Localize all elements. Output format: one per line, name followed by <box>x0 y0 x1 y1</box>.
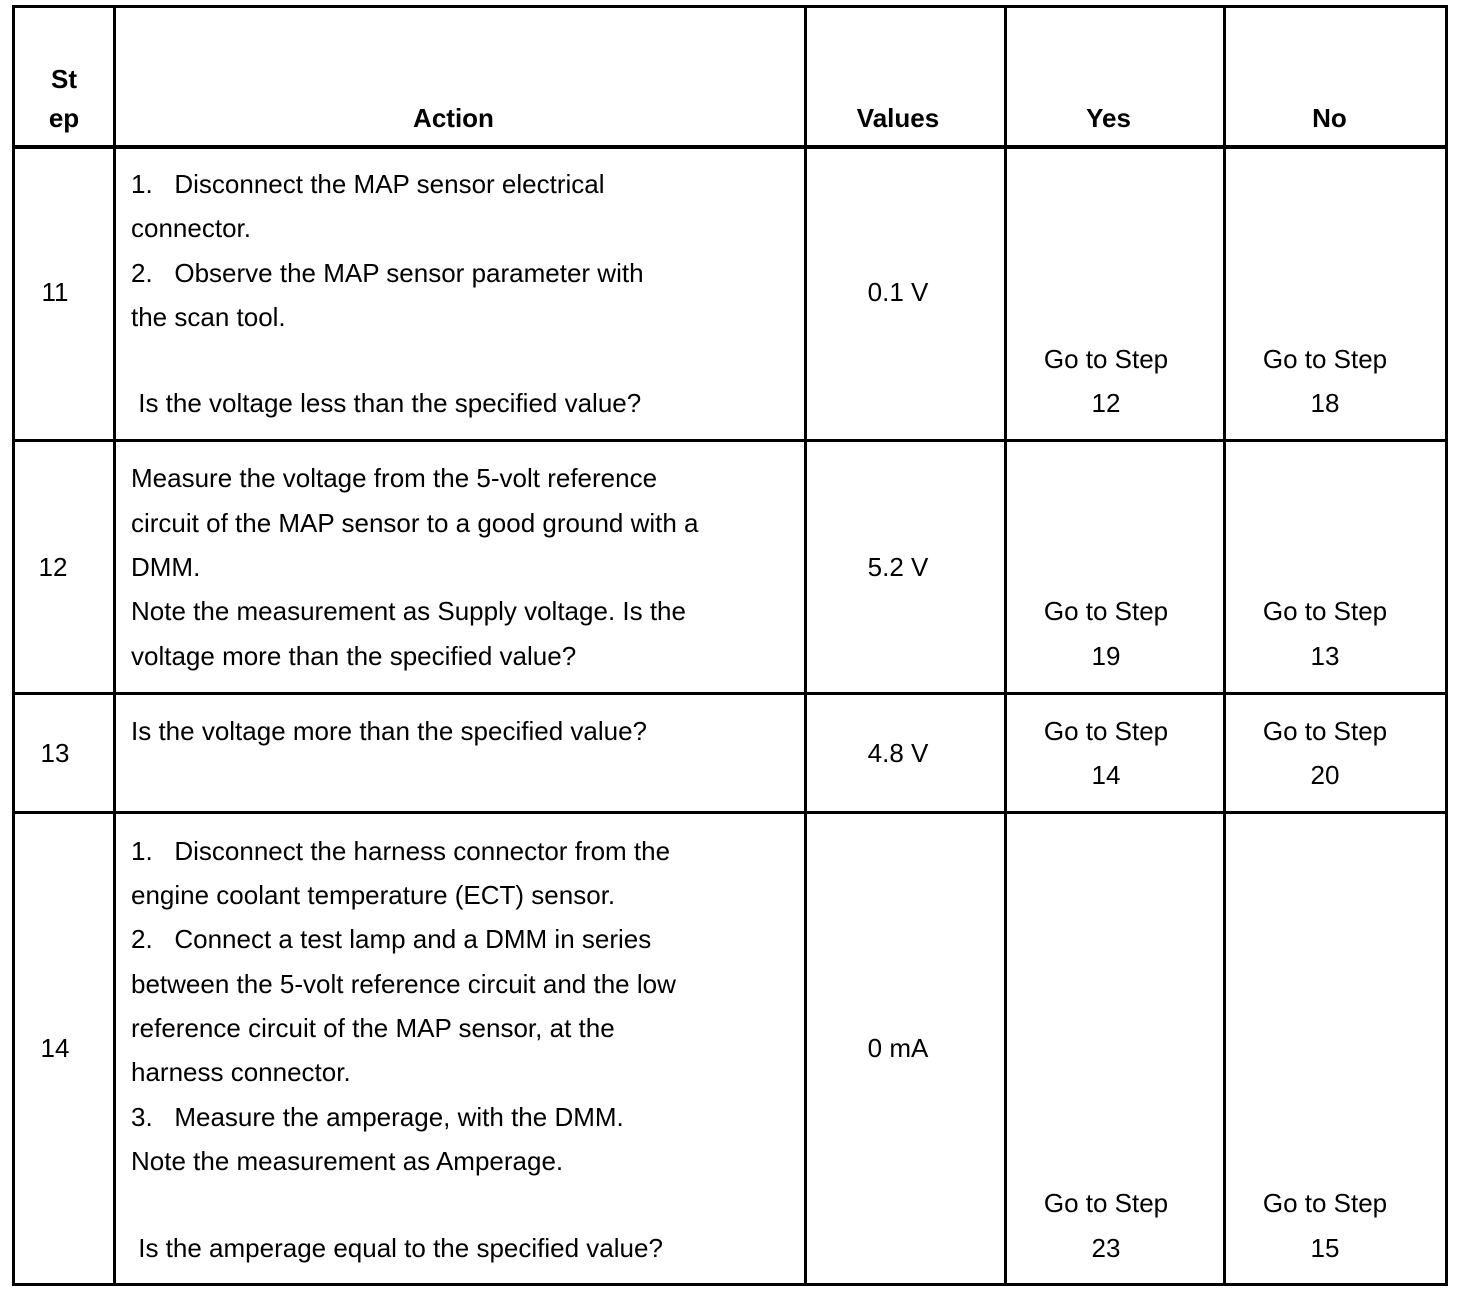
column-divider <box>804 5 807 1286</box>
header-yes: Yes <box>1086 103 1131 133</box>
action-line: Is the voltage less than the specified value? <box>131 388 642 418</box>
no-label: Go to Step <box>1262 1188 1388 1218</box>
action-line: 2. Observe the MAP sensor parameter with <box>131 258 644 288</box>
no-step-link[interactable]: 20 <box>1310 760 1340 790</box>
action-line: Measure the voltage from the 5-volt reference <box>131 463 658 493</box>
header-no: No <box>1312 103 1347 133</box>
spec-value: 0 mA <box>867 1033 929 1063</box>
yes-label: Go to Step <box>1043 1188 1169 1218</box>
action-line: 1. Disconnect the MAP sensor electrical <box>131 169 605 199</box>
table-border-top <box>12 5 1448 8</box>
action-line: connector. <box>131 213 251 243</box>
row-divider <box>12 811 1448 814</box>
header-step-line1: St <box>51 64 77 94</box>
yes-step-link[interactable]: 12 <box>1091 388 1121 418</box>
no-label: Go to Step <box>1262 596 1388 626</box>
spec-value: 5.2 V <box>867 552 929 582</box>
step-number: 13 <box>40 738 70 768</box>
header-step-line2: ep <box>48 103 80 133</box>
spec-value: 0.1 V <box>867 277 929 307</box>
action-line: between the 5-volt reference circuit and the low <box>131 969 676 999</box>
row-divider <box>12 692 1448 695</box>
no-label: Go to Step <box>1262 716 1388 746</box>
yes-label: Go to Step <box>1043 716 1169 746</box>
action-line: Note the measurement as Amperage. <box>131 1146 564 1176</box>
no-step-link[interactable]: 15 <box>1310 1233 1340 1263</box>
spec-value: 4.8 V <box>867 738 929 768</box>
step-number: 12 <box>38 552 68 582</box>
action-line: engine coolant temperature (ECT) sensor. <box>131 880 616 910</box>
table-border-left <box>12 5 15 1286</box>
action-line: DMM. <box>131 552 201 582</box>
no-step-link[interactable]: 13 <box>1310 641 1340 671</box>
yes-label: Go to Step <box>1043 596 1169 626</box>
header-action: Action <box>413 103 494 133</box>
action-line: 3. Measure the amperage, with the DMM. <box>131 1102 624 1132</box>
yes-step-link[interactable]: 14 <box>1091 760 1121 790</box>
action-line: Is the amperage equal to the specified value? <box>131 1233 663 1263</box>
step-number: 11 <box>41 277 69 307</box>
header-values: Values <box>856 103 940 133</box>
yes-step-link[interactable]: 23 <box>1091 1233 1121 1263</box>
action-line: the scan tool. <box>131 302 286 332</box>
row-divider <box>12 439 1448 442</box>
yes-label: Go to Step <box>1043 344 1169 374</box>
action-line: Is the voltage more than the specified value? <box>131 716 647 746</box>
action-line: 2. Connect a test lamp and a DMM in series <box>131 924 652 954</box>
action-line: voltage more than the specified value? <box>131 641 577 671</box>
no-step-link[interactable]: 18 <box>1310 388 1340 418</box>
action-line: reference circuit of the MAP sensor, at the <box>131 1013 615 1043</box>
table-border-bottom <box>12 1283 1448 1286</box>
no-label: Go to Step <box>1262 344 1388 374</box>
action-line: Note the measurement as Supply voltage. Is the <box>131 596 686 626</box>
step-number: 14 <box>40 1033 70 1063</box>
action-line: circuit of the MAP sensor to a good ground with a <box>131 508 699 538</box>
table-border-right <box>1445 5 1448 1286</box>
column-divider <box>113 5 116 1286</box>
action-line: 1. Disconnect the harness connector from the <box>131 836 671 866</box>
action-line: harness connector. <box>131 1057 351 1087</box>
yes-step-link[interactable]: 19 <box>1091 641 1121 671</box>
header-divider <box>12 145 1448 149</box>
